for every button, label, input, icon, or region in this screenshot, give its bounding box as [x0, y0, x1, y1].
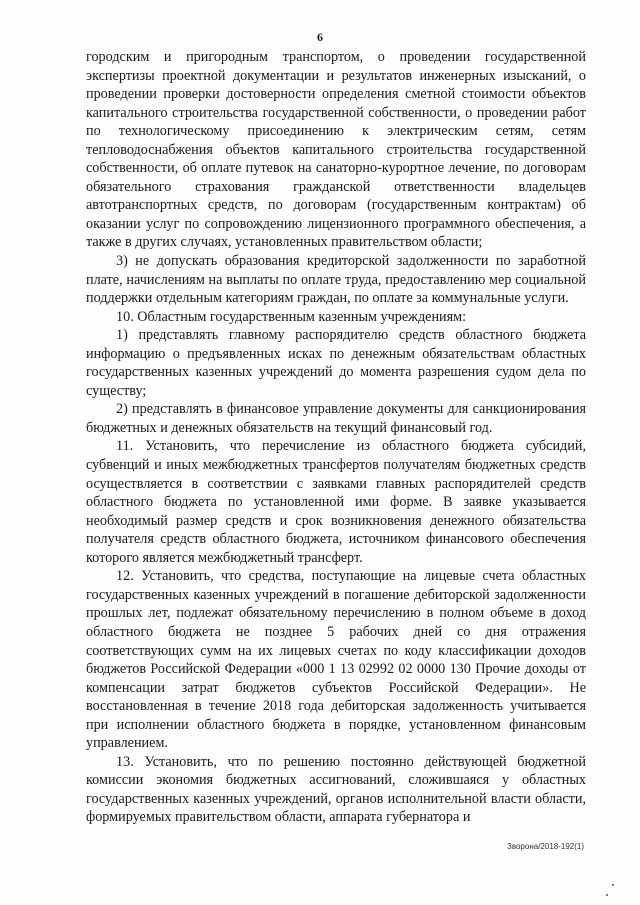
- paragraph-clause-10-item-2: 2) представлять в финансовое управление документы для санкционирования бюджетных и денежных обязательств на текущий финансовый год.: [86, 401, 586, 436]
- paragraph-clause-13: 13. Установить, что по решению постоянно действующей бюджетной комиссии экономия бюджетных ассигнований, сложившаяся у областных государственных казенных учреждений, органов исполнительной власти области, формируемых правительством области, аппарата губернатора и: [86, 753, 586, 826]
- document-code: Зворона/2018-192(1): [506, 842, 584, 851]
- scan-speck: [606, 894, 608, 896]
- body-text: [86, 48, 586, 827]
- paragraph-clause-11: 11. Установить, что перечисление из областного бюджета субсидий, субвенций и иных межбюджетных трансфертов получателям бюджетных средств осуществляется в соответствии с заявками главных распорядителей средств областного бюджета по установленной ими форме. В заявке указывается необходимый размер средств и срок возникновения денежного обязательства получателя средств областного бюджета, источником финансового обеспечения которого является межбюджетный трансферт.: [86, 438, 586, 566]
- paragraph-continuation: городским и пригородным транспортом, о проведении государственной экспертизы проектной документации и результатов инженерных изысканий, о проведении проверки достоверности определения сметной стоимости объектов капитального строительства государственной собственности, о проведении работ по технологическому присоединению к электрическим сетям, сетям тепловодоснабжения объектов капитального строительства государственной собственности, об оплате путевок на санаторно-курортное лечение, по договорам обязательного страхования гражданской ответственности владельцев автотранспортных средств, по договорам (государственным контрактам) об оказании услуг по сопровождению лицензионного программного обеспечения, а также в других случаях, установленных правительством области;: [86, 49, 586, 251]
- paragraph-clause-10: 10. Областным государственным казенным учреждениям:: [116, 308, 467, 325]
- paragraph-item-3: 3) не допускать образования кредиторской задолженности по заработной плате, начислениям на выплаты по оплате труда, предоставлению мер социальной поддержки отдельным категориям граждан, по оплате за коммунальные услуги.: [86, 253, 586, 307]
- paragraph-clause-10-item-1: 1) представлять главному распорядителю средств областного бюджета информацию о предъявленных исках по денежным обязательствам областных государственных казенных учреждений до момента разрешения судом дела по существу;: [86, 327, 586, 399]
- paragraph-clause-12: 12. Установить, что средства, поступающие на лицевые счета областных государственных казенных учреждений в погашение дебиторской задолженности прошлых лет, подлежат обязательному перечислению в полном объеме в доход областного бюджета не позднее 5 рабочих дней со дня отражения соответствующих сумм на их лицевых счетах по коду классификации доходов бюджетов Российской Федерации «000 1 13 02992 02 0000 130 Прочие доходы от компенсации затрат бюджетов субъектов Российской Федерации». Не восстановленная в течение 2018 года дебиторская задолженность учитывается при исполнении областного бюджета в порядке, установленном финансовым управлением.: [86, 568, 586, 752]
- scan-speck: [612, 884, 614, 886]
- page-number: 6: [317, 30, 323, 44]
